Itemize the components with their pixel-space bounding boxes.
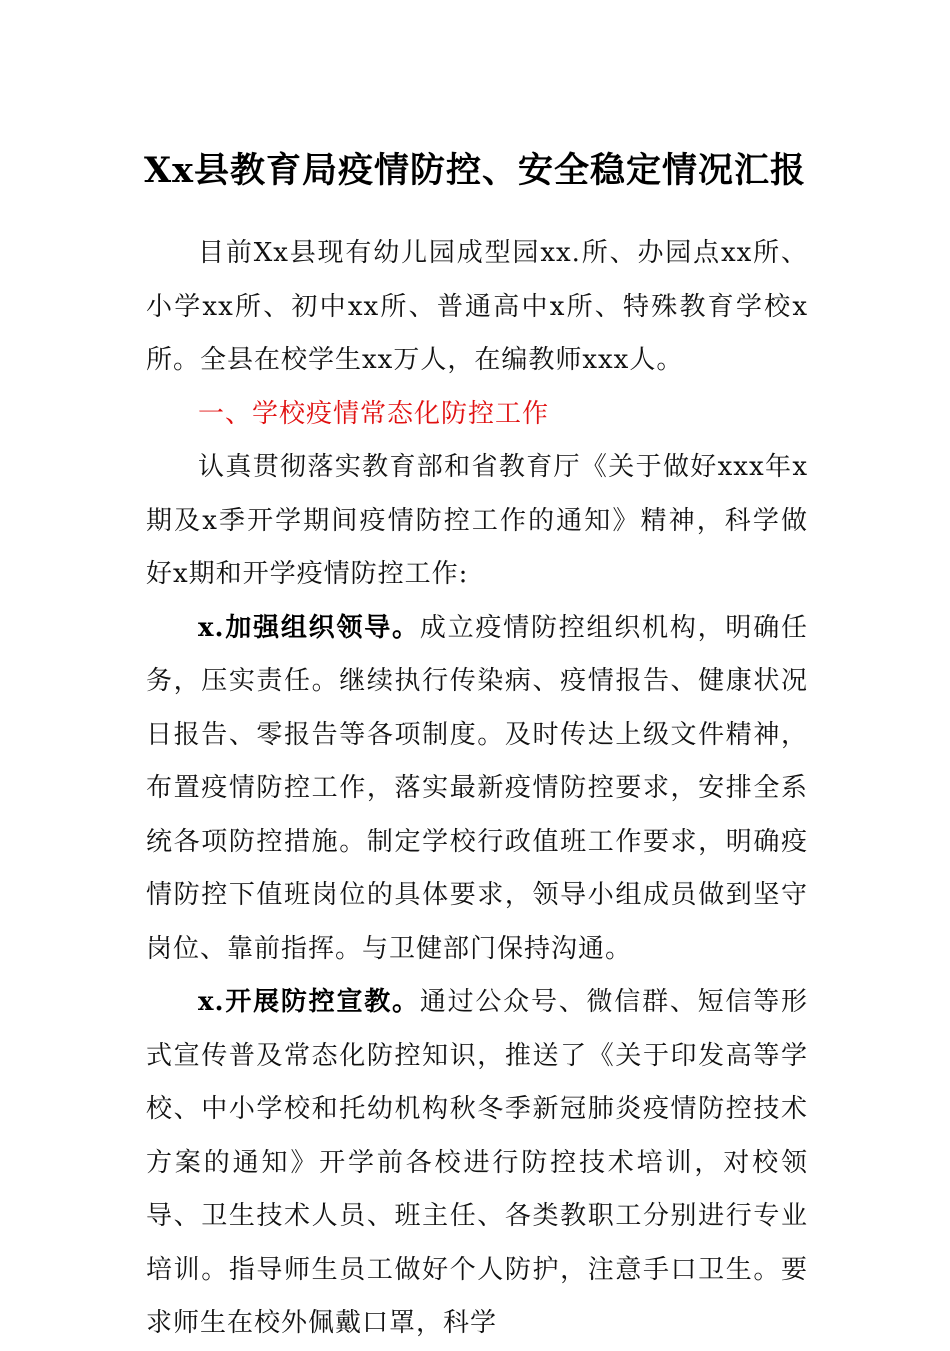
item-paragraph-education <box>146 976 808 1351</box>
document-body <box>146 227 808 1351</box>
item-text-organization: 成立疫情防控组织机构，明确任务，压实责任。继续执行传染病、疫情报告、健康状况日报告、零报告等各项制度。及时传达上级文件精神，布置疫情防控工作，落实最新疫情防控要求，安排全系统各项防控措施。制定学校行政值班工作要求，明确疫情防控下值班岗位的具体要求，领导小组成员做到坚守岗位、靠前指挥。与卫健部门保持沟通。 <box>146 612 808 964</box>
section-heading: 一、学校疫情常态化防控工作 <box>198 398 550 429</box>
item-lead-education: x.开展防控宣教。 <box>198 987 420 1017</box>
item-lead-organization: x.加强组织领导。 <box>198 612 420 643</box>
section-intro-paragraph: 认真贯彻落实教育部和省教育厅《关于做好xxx年x期及x季开学期间疫情防控工作的通知》精神，科学做好x期和开学疫情防控工作: <box>146 452 808 589</box>
document-title: Xx县教育局疫情防控、安全稳定情况汇报 <box>143 150 807 191</box>
intro-paragraph: 目前Xx县现有幼儿园成型园xx.所、办园点xx所、小学xx所、初中xx所、普通高中x所、特殊教育学校x所。全县在校学生xx万人，在编教师xxx人。 <box>146 238 808 375</box>
item-text-education: 通过公众号、微信群、短信等形式宣传普及常态化防控知识，推送了《关于印发高等学校、中小学校和托幼机构秋冬季新冠肺炎疫情防控技术方案的通知》开学前各校进行防控技术培训，对校领导、卫生技术人员、班主任、各类教职工分别进行专业培训。指导师生员工做好个人防护，注意手口卫生。要求师生在校外佩戴口罩，科学 <box>146 987 808 1338</box>
item-paragraph-organization <box>146 602 808 977</box>
